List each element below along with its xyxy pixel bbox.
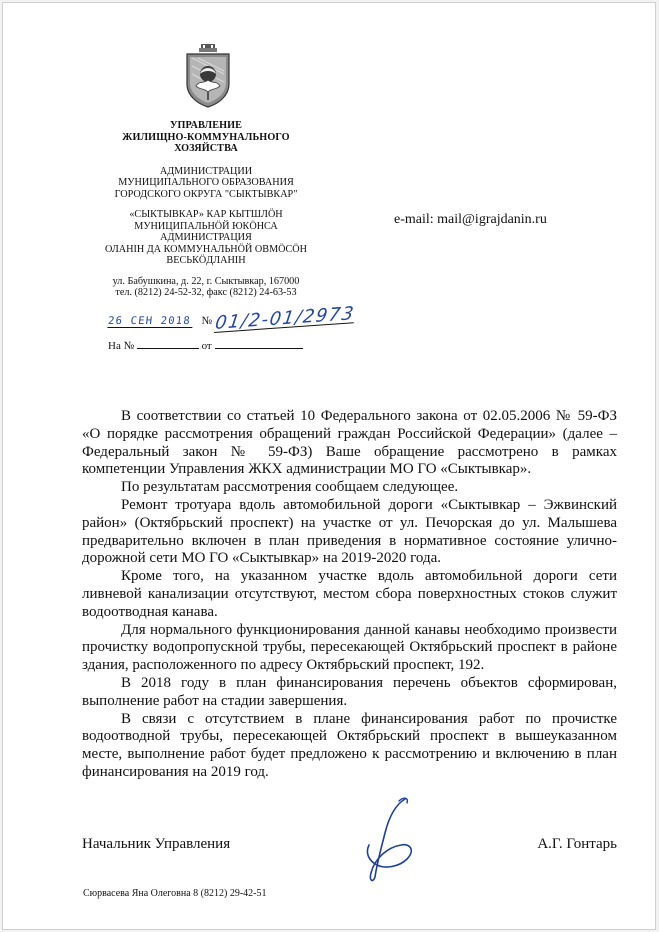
recipient-email: e-mail: mail@igrajdanin.ru [394, 212, 547, 227]
body-paragraph: Для нормального функционирования данной канавы необходимо произвести прочистку водопропускной трубы, пересекающей Октябрьский проспект в районе здания, расположенного по адресу Октябрьский проспект, 192. [82, 621, 617, 674]
registration-line [107, 302, 356, 334]
ref-number-blank [137, 337, 199, 349]
sender-admin-komi: «СЫКТЫВКАР» КАР КЫТШЛÖН МУНИЦИПАЛЬНÖЙ ЮКÖНСА АДМИНИСТРАЦИЯ ОЛАНІН ДА КОММУНАЛЬНÖЙ ОВМÖСÖН ВЕСЬКÖДЛАНІН [104, 209, 308, 266]
body-paragraph: По результатам рассмотрения сообщаем следующее. [121, 479, 459, 496]
body-paragraph: В 2018 году в план финансирования перечень объектов сформирован, выполнение работ на стадии завершения. [82, 674, 617, 709]
ref-date-blank [215, 337, 303, 349]
letter-body [82, 408, 617, 782]
body-paragraph: В соответствии со статьей 10 Федерального закона от 02.05.2006 № 59-ФЗ «О порядке рассмотрения обращений граждан Российской Федерации» (далее – Федеральный закон № 59-ФЗ) Ваше обращение рассмотрено в рамках компетенции Управления ЖКХ администрации МО ГО «Сыктывкар». [82, 408, 617, 478]
sender-block [103, 120, 309, 299]
reference-line [108, 337, 303, 352]
signature-icon [355, 795, 427, 885]
signatory-name: А.Г. Гонтарь [537, 836, 617, 852]
signatory-title: Начальник Управления [82, 836, 231, 852]
body-paragraph: В связи с отсутствием в плане финансирования работ по прочистке водоотводной трубы, пересекающей Октябрьский проспект в вышеуказанном месте, выполнение работ будет предложено к рассмотрению и включению в план финансирования на 2019 год. [82, 710, 617, 780]
executor-info: Сюрвасева Яна Олеговна 8 (8212) 29-42-51 [83, 888, 267, 899]
sender-address: ул. Бабушкина, д. 22, г. Сыктывкар, 167000 тел. (8212) 24-52-32, факс (8212) 24-63-53 [112, 275, 300, 298]
body-paragraph: Ремонт тротуара вдоль автомобильной дороги «Сыктывкар – Эжвинский район» (Октябрьский проспект) на участке от ул. Печорская до ул. Малышева предварительно включен в план приведения в нормативное состояние улично-дорожной сети МО ГО «Сыктывкар» на 2019-2020 года. [82, 496, 617, 567]
ref-from-label: от [201, 340, 212, 352]
ref-label: На № [108, 340, 135, 352]
sender-admin-ru: АДМИНИСТРАЦИИ МУНИЦИПАЛЬНОГО ОБРАЗОВАНИЯ ГОРОДСКОГО ОКРУГА "СЫКТЫВКАР" [114, 165, 298, 200]
sender-org-name: УПРАВЛЕНИЕ ЖИЛИЩНО-КОММУНАЛЬНОГО ХОЗЯЙСТВА [122, 120, 290, 154]
coat-of-arms-icon [184, 44, 232, 108]
date-stamp: 26 СЕН 2018 [107, 315, 192, 327]
handwritten-number: 01/2-01/2973 [213, 302, 356, 334]
letter-page [3, 3, 655, 929]
number-label: № [201, 315, 212, 327]
body-paragraph: Кроме того, на указанном участке вдоль автомобильной дороги сети ливневой канализации отсутствуют, местом сбора поверхностных стоков служит водоотводная канава. [82, 568, 617, 620]
